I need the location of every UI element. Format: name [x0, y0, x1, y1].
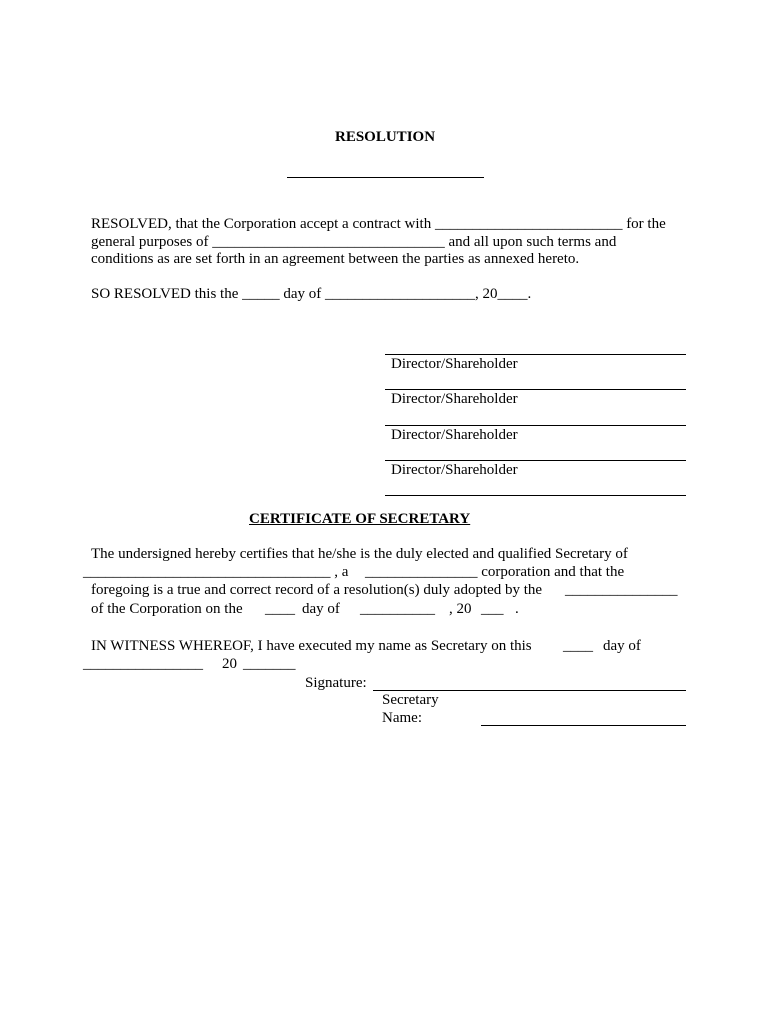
- secretary-signature-line: [373, 690, 686, 691]
- resolution-line-3: conditions as are set forth in an agreement between the parties as annexed hereto.: [91, 251, 580, 267]
- certificate-line-3b: _______________: [565, 582, 678, 598]
- title-underline-rule: [287, 177, 484, 178]
- certificate-line-2a: _________________________________ , a: [83, 564, 349, 580]
- witness-line-d: ________________: [83, 656, 203, 672]
- secretary-name-line: [481, 725, 686, 726]
- witness-line-a: IN WITNESS WHEREOF, I have executed my name as Secretary on this: [91, 638, 532, 654]
- witness-line-b: ____: [563, 638, 593, 654]
- certificate-line-4d: __________: [360, 601, 435, 617]
- signature-line: [385, 354, 686, 355]
- resolution-title: RESOLUTION: [335, 129, 436, 145]
- certificate-line-3a: foregoing is a true and correct record of a resolution(s) duly adopted by the: [91, 582, 543, 598]
- certificate-line-4f: ___: [481, 601, 504, 617]
- secretary-label: Secretary: [382, 692, 439, 708]
- director-shareholder-label: Director/Shareholder: [391, 427, 518, 443]
- certificate-line-2b: _______________ corporation and that the: [365, 564, 625, 580]
- name-label: Name:: [382, 710, 422, 726]
- resolution-line-2: general purposes of _______________________________ and all upon such terms and: [91, 234, 617, 250]
- director-shareholder-label: Director/Shareholder: [391, 391, 518, 407]
- resolution-line-1: RESOLVED, that the Corporation accept a contract with _________________________ for the: [91, 216, 666, 232]
- signature-line: [385, 495, 686, 496]
- witness-line-e: 20: [222, 656, 237, 672]
- signature-label: Signature:: [305, 675, 367, 691]
- certificate-line-1: The undersigned hereby certifies that he/she is the duly elected and qualified Secretary of: [91, 546, 628, 562]
- certificate-line-4g: .: [515, 601, 519, 617]
- witness-line-f: _______: [243, 656, 296, 672]
- director-shareholder-label: Director/Shareholder: [391, 356, 518, 372]
- certificate-line-4b: ____: [265, 601, 295, 617]
- signature-line: [385, 460, 686, 461]
- witness-line-c: day of: [603, 638, 641, 654]
- signature-line: [385, 425, 686, 426]
- certificate-line-4e: , 20: [449, 601, 472, 617]
- certificate-line-4c: day of: [302, 601, 340, 617]
- certificate-line-4a: of the Corporation on the: [91, 601, 243, 617]
- so-resolved-line: SO RESOLVED this the _____ day of ____________________, 20____.: [91, 286, 532, 302]
- signature-line: [385, 389, 686, 390]
- certificate-title: CERTIFICATE OF SECRETARY: [249, 511, 471, 527]
- director-shareholder-label: Director/Shareholder: [391, 462, 518, 478]
